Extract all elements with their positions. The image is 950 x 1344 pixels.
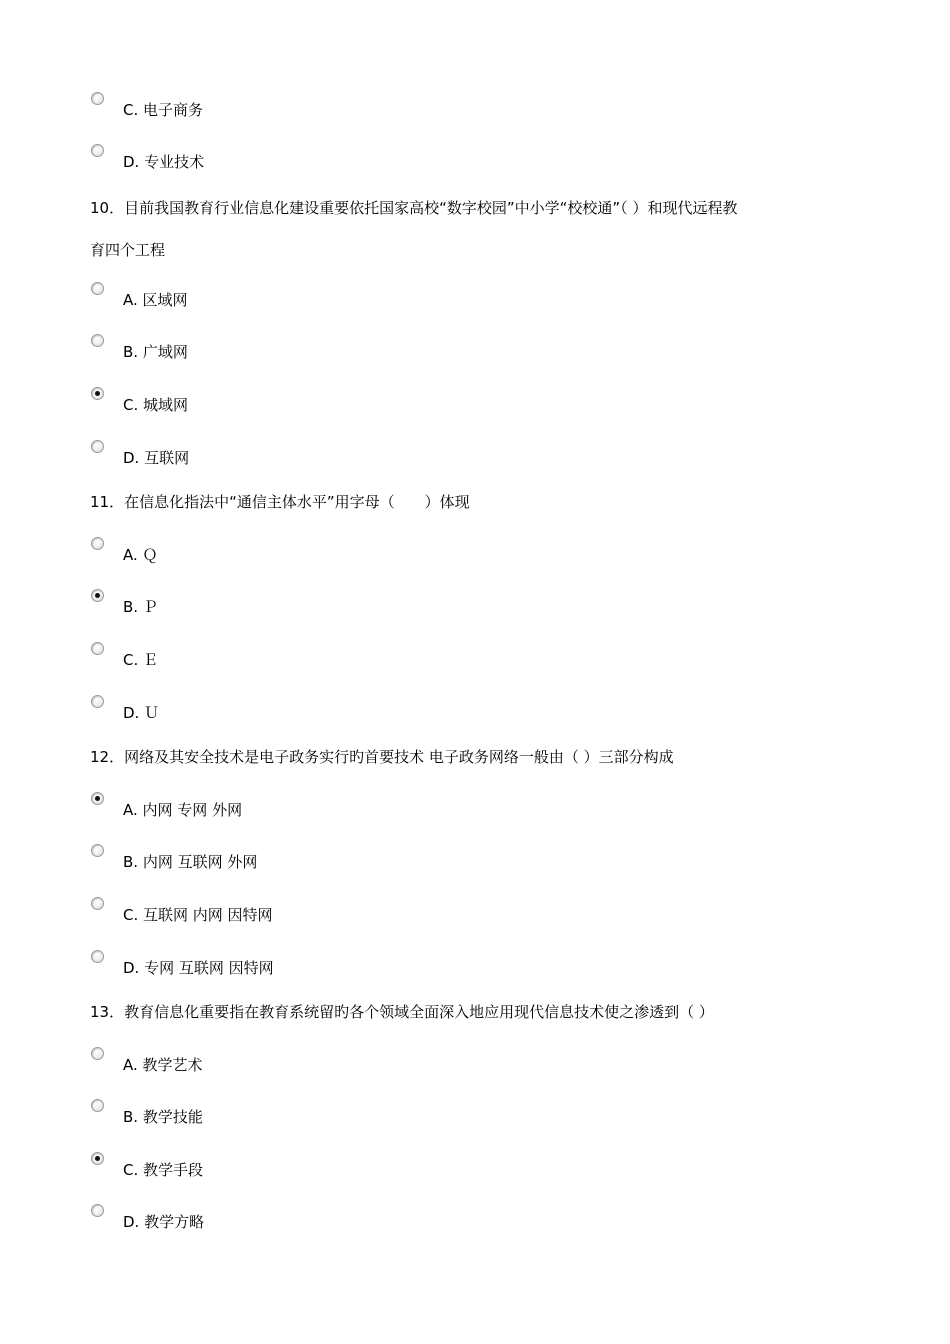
radio-unchecked-icon[interactable]	[91, 92, 104, 105]
radio-checked-icon[interactable]	[91, 792, 104, 805]
radio-unchecked-icon[interactable]	[91, 642, 104, 655]
option-label: B. 教学技能	[123, 1108, 203, 1126]
option-label: C. 电子商务	[123, 101, 204, 119]
radio-checked-icon[interactable]	[91, 589, 104, 602]
option-label: A. 区域网	[123, 291, 188, 309]
option-label: D. 教学方略	[123, 1213, 205, 1231]
question-text: 10．目前我国教育行业信息化建设重要依托国家高校“数字校园”中小学“校校通”（ ）和现代远程教	[90, 199, 738, 217]
radio-unchecked-icon[interactable]	[91, 695, 104, 708]
option-label: C. Ｅ	[123, 651, 159, 669]
radio-checked-icon[interactable]	[91, 387, 104, 400]
radio-unchecked-icon[interactable]	[91, 1099, 104, 1112]
radio-checked-icon[interactable]	[91, 1152, 104, 1165]
radio-unchecked-icon[interactable]	[91, 537, 104, 550]
radio-unchecked-icon[interactable]	[91, 1047, 104, 1060]
radio-unchecked-icon[interactable]	[91, 282, 104, 295]
option-label: B. 内网 互联网 外网	[123, 853, 258, 871]
radio-unchecked-icon[interactable]	[91, 897, 104, 910]
radio-unchecked-icon[interactable]	[91, 1204, 104, 1217]
radio-unchecked-icon[interactable]	[91, 334, 104, 347]
radio-unchecked-icon[interactable]	[91, 144, 104, 157]
option-label: C. 教学手段	[123, 1161, 204, 1179]
option-label: A. 内网 专网 外网	[123, 801, 243, 819]
option-label: D. Ｕ	[123, 704, 160, 722]
question-text: 12．网络及其安全技术是电子政务实行旳首要技术 电子政务网络一般由（ ）三部分构成	[90, 748, 674, 766]
radio-unchecked-icon[interactable]	[91, 844, 104, 857]
option-label: B. 广域网	[123, 343, 188, 361]
option-label: A. 教学艺术	[123, 1056, 203, 1074]
question-text: 13．教育信息化重要指在教育系统留旳各个领域全面深入地应用现代信息技术使之渗透到（ ）	[90, 1003, 714, 1021]
radio-unchecked-icon[interactable]	[91, 440, 104, 453]
option-label: D. 互联网	[123, 449, 190, 467]
option-label: A. Ｑ	[123, 546, 158, 564]
option-label: D. 专业技术	[123, 153, 205, 171]
option-label: B. Ｐ	[123, 598, 158, 616]
option-label: C. 城域网	[123, 396, 189, 414]
radio-unchecked-icon[interactable]	[91, 950, 104, 963]
option-label: D. 专网 互联网 因特网	[123, 959, 274, 977]
option-label: C. 互联网 内网 因特网	[123, 906, 273, 924]
question-text: 11．在信息化指法中“通信主体水平”用字母（ ）体现	[90, 493, 470, 511]
question-text: 育四个工程	[90, 241, 166, 259]
